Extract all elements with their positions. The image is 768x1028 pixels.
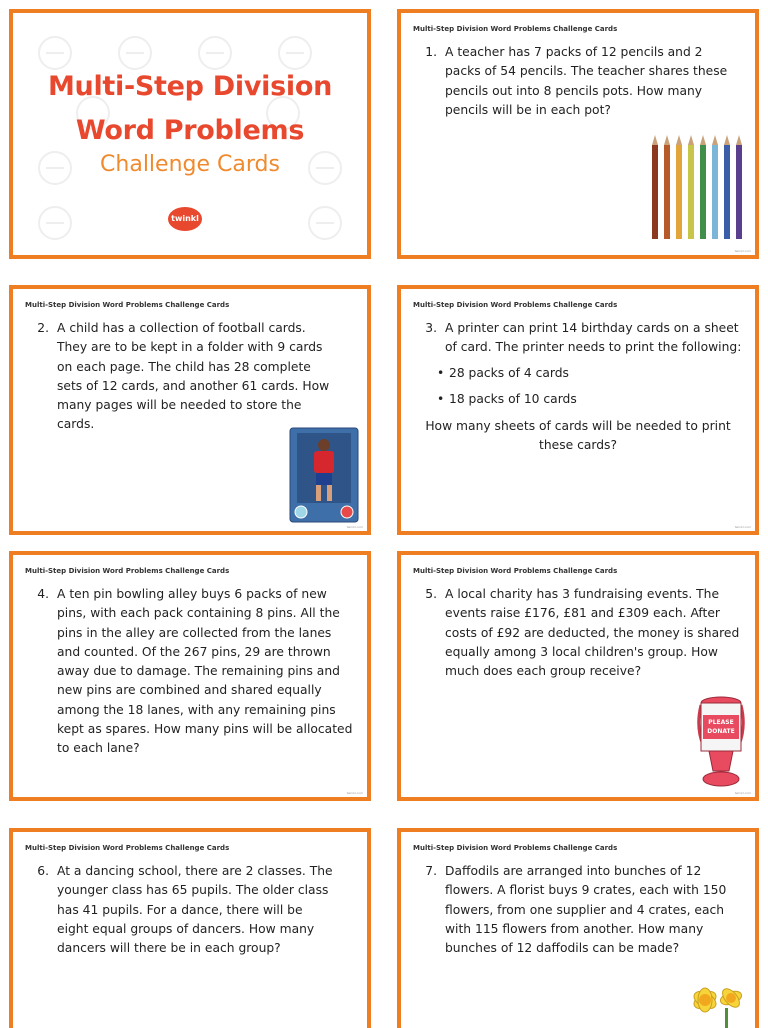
challenge-card-2 — [9, 285, 371, 535]
question-number: 6. — [37, 864, 49, 878]
title-line-1: Multi-Step Division — [47, 71, 333, 102]
question-number: 5. — [425, 587, 437, 601]
question-text: A child has a collection of football cards. They are to be kept in a folder with 9 cards on each page. The child has 28 complete sets of 12 cards, and another 61 cards. How many pages will be needed to store the cards. — [57, 321, 330, 432]
question — [25, 862, 337, 958]
daffodil-icon — [683, 978, 749, 1028]
footer-tag: twinkl.com — [734, 525, 751, 529]
question-text: At a dancing school, there are 2 classes. The younger class has 65 pupils. The older class has 41 pupils. For a dance, there will be eight equal groups of dancers. How many dancers will there be in each group? — [57, 864, 333, 956]
title-line-2: Word Problems — [75, 115, 305, 146]
footer-tag: twinkl.com — [734, 249, 751, 253]
title-card — [9, 9, 371, 259]
footer-tag: twinkl.com — [734, 791, 751, 795]
coloured-pencils-icon — [651, 135, 747, 241]
question — [413, 43, 731, 120]
question-prompt: How many sheets of cards will be needed to print these cards? — [425, 419, 731, 453]
question-text: A teacher has 7 packs of 12 pencils and 2 packs of 54 pencils. The teacher shares these pencils out into 8 pencils pots. How many pencils will be in each pot? — [445, 45, 728, 117]
question-text: A printer can print 14 birthday cards on a sheet of card. The printer needs to print the following: — [445, 321, 742, 355]
question — [413, 862, 731, 958]
question — [413, 319, 743, 456]
question-text: Daffodils are arranged into bunches of 12 flowers. A florist buys 9 crates, each with 150 flowers, from one supplier and 4 crates, each with 115 flowers from another. How many bunches of 12 daffodils can be made? — [445, 864, 727, 956]
bullet-list — [437, 364, 743, 410]
bullet-item: • 28 packs of 4 cards — [437, 364, 743, 383]
question-text: A local charity has 3 fundraising events. The events raise £176, £81 and £309 each. After costs of £92 are deducted, the money is shared equally among 3 local children's group. How much does each group receive? — [445, 587, 740, 679]
bullet-item: • 18 packs of 10 cards — [437, 390, 743, 409]
question-number: 1. — [425, 45, 437, 59]
donation-tin-icon — [695, 693, 747, 789]
question — [413, 585, 745, 681]
card-header: Multi-Step Division Word Problems Challenge Cards — [25, 844, 230, 852]
card-header: Multi-Step Division Word Problems Challenge Cards — [413, 844, 618, 852]
donate-label-line-2: DONATE — [707, 728, 735, 735]
card-header: Multi-Step Division Word Problems Challenge Cards — [413, 25, 618, 33]
question-number: 7. — [425, 864, 437, 878]
challenge-card-3 — [397, 285, 759, 535]
page-subtitle: Challenge Cards — [100, 152, 280, 177]
challenge-card-1 — [397, 9, 759, 259]
twinkl-logo: twinkl — [168, 207, 202, 231]
challenge-card-6 — [9, 828, 371, 1028]
question — [25, 319, 337, 435]
challenge-card-7 — [397, 828, 759, 1028]
question-text: A ten pin bowling alley buys 6 packs of new pins, with each pack containing 8 pins. All the pins in the alley are collected from the lanes and counted. Of the 267 pins, 29 are thrown away due to damage. The remaining pins and new pins are combined and shared equally among the 18 lanes, with any remaining pins kept as spares. How many pins will be allocated to each lane? — [57, 587, 353, 756]
card-header: Multi-Step Division Word Problems Challenge Cards — [25, 567, 230, 575]
question-number: 4. — [37, 587, 49, 601]
card-header: Multi-Step Division Word Problems Challenge Cards — [25, 301, 230, 309]
footer-tag: twinkl.com — [346, 791, 363, 795]
question — [25, 585, 353, 759]
card-header: Multi-Step Division Word Problems Challenge Cards — [413, 301, 618, 309]
football-card-icon — [289, 427, 359, 523]
challenge-card-4 — [9, 551, 371, 801]
challenge-card-5 — [397, 551, 759, 801]
page-title — [13, 65, 367, 153]
card-header: Multi-Step Division Word Problems Challenge Cards — [413, 567, 618, 575]
footer-tag: twinkl.com — [346, 525, 363, 529]
donate-label-line-1: PLEASE — [708, 719, 734, 726]
question-number: 2. — [37, 321, 49, 335]
question-number: 3. — [425, 321, 437, 335]
